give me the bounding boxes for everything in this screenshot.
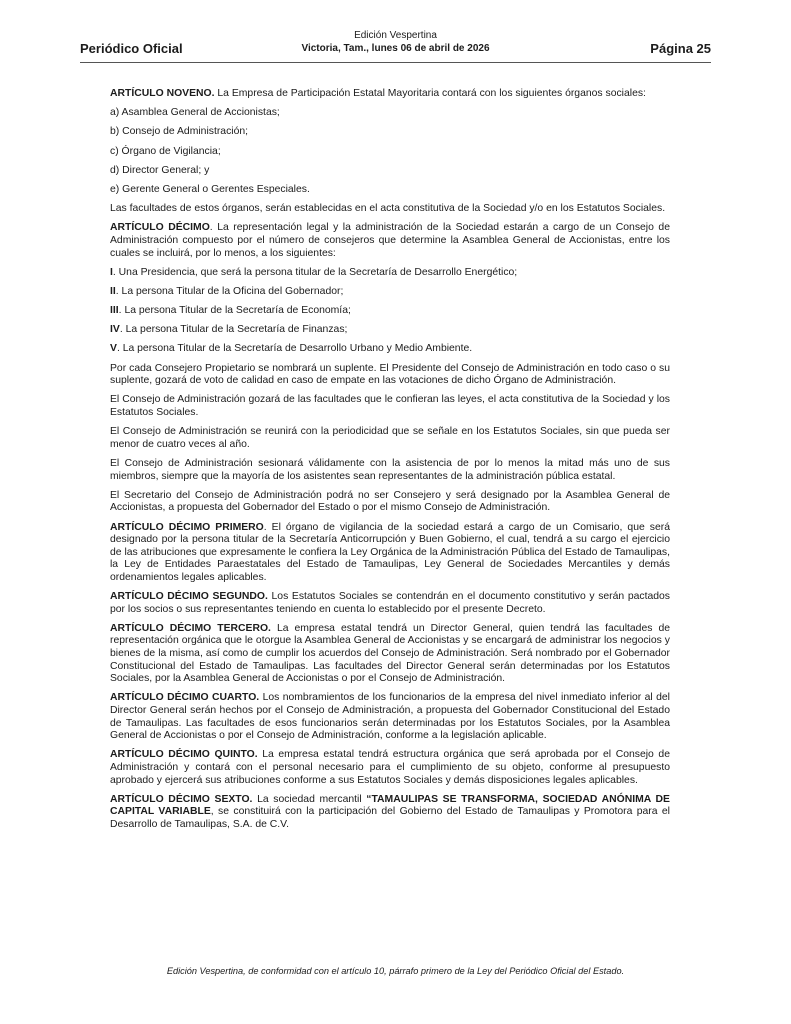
list-item-text: . La persona Titular de la Oficina del Gobernador; [115,285,344,297]
article-text: , se constituirá con la participación del Gobierno del Estado de Tamaulipas y Promotora para el Desarrollo de Tamaulipas, S.A. de C.V. [110,806,670,830]
article-decimo-segundo [110,591,670,616]
list-item-text: . La persona Titular de la Secretaría de Economía; [118,305,351,317]
list-item: c) Órgano de Vigilancia; [110,145,221,157]
paragraph: El Consejo de Administración sesionará válidamente con la asistencia de por lo menos la mitad más uno de sus miembros, siempre que la mayoría de los asistentes sean representantes de la administración pública estatal. [110,457,670,482]
list-item [110,343,670,356]
article-heading: ARTÍCULO DÉCIMO QUINTO. [110,749,258,761]
list-numeral: V [110,343,117,355]
page-header [80,26,711,62]
list-item [110,267,670,280]
article-text: Los nombramientos de los funcionarios de la empresa del nivel inmediato inferior al del Director General serán hechos por el Consejo de Administración, a propuesta del Gobernador Constitucional del Estado de Tamaulipas. Las facultades de esos funcionarios serán determinadas por los Estatutos Sociales, por la Asamblea General de Accionistas o por el Consejo de Administración, conforme a la legislación aplicable. [110,692,670,742]
article-decimo-cuarto [110,692,670,742]
edition-date: Victoria, Tam., lunes 06 de abril de 2026 [301,43,490,54]
list-item-text: . La persona Titular de la Secretaría de Finanzas; [119,324,348,336]
list-item [110,324,670,337]
list-numeral: III [110,305,119,317]
list-numeral: IV [110,324,120,336]
list-item-text: . La persona Titular de la Secretaría de Desarrollo Urbano y Medio Ambiente. [116,343,473,355]
list-item-text: . Una Presidencia, que será la persona titular de la Secretaría de Desarrollo Energético; [112,266,518,278]
header-divider [80,62,711,63]
article-text: . La representación legal y la administración de la Sociedad estarán a cargo de un Consejo de Administración compuesto por el número de consejeros que determine la Asamblea General de Accionistas, entre los cuales se incluirá, por lo menos, a los siguientes: [110,222,670,259]
article-text: La empresa estatal tendrá estructura orgánica que será aprobada por el Consejo de Administración y contará con el personal necesario para el cumplimiento de su objeto, conforme al presupuesto aprobado y ejercerá sus atribuciones conforme a sus Estatutos Sociales y demás disposiciones legales aplicables. [110,749,670,786]
article-decimo-intro [110,222,670,260]
article-decimo-sexto [110,794,670,832]
article-text: La sociedad mercantil [252,793,367,805]
article-text: La Empresa de Participación Estatal Mayoritaria contará con los siguientes órganos sociales: [214,88,646,99]
paragraph: El Consejo de Administración gozará de las facultades que le confieran las leyes, el acta constitutiva de la Sociedad y los Estatutos Sociales. [110,394,670,418]
list-item: a) Asamblea General de Accionistas; [110,107,280,119]
publication-name: Periódico Oficial [80,41,183,56]
article-noveno-intro [110,88,670,101]
article-text: La empresa estatal tendrá un Director General, quien tendrá las facultades de representación orgánica que le otorgue la Asamblea General de Accionistas y se encargará de administrar los negocios y bienes de la misma, así como de cumplir los acuerdos del Consejo de Administración. Será nombrado por el Gobernador Constitucional del Estado de Tamaulipas. Las facultades del Director General serán determinadas por los Estatutos Sociales, por la Asamblea General de Accionistas o por el Consejo de Administración. [110,622,671,685]
paragraph: Por cada Consejero Propietario se nombrará un suplente. El Presidente del Consejo de Administración en todo caso o su suplente, gozará de voto de calidad en caso de empate en las votaciones de dicho Órgano de Administración. [110,362,670,387]
list-item [110,305,670,318]
article-heading: ARTÍCULO NOVENO. [110,88,215,99]
article-heading: ARTÍCULO DÉCIMO PRIMERO [110,521,264,533]
edition-info [80,29,711,55]
list-item: b) Consejo de Administración; [110,126,249,138]
list-numeral: I [110,266,113,278]
article-text: . El órgano de vigilancia de la sociedad estará a cargo de un Comisario, que será designado por la persona titular de la Secretaría Anticorrupción y Buen Gobierno, el cual, tendrá a su cargo el ejercicio de las atribuciones que expresamente le confiera la Ley Orgánica de la Administración Pública del Estado de Tamaulipas, la Ley de Entidades Paraestatales del Estado de Tamaulipas, Ley General de Sociedades Mercantiles y demás ordenamientos legales aplicables. [110,521,670,583]
edition-label: Edición Vespertina [354,30,437,41]
list-item [110,286,670,299]
page-number: Página 25 [650,41,711,56]
article-heading: ARTÍCULO DÉCIMO CUARTO. [110,692,260,704]
article-decimo-quinto [110,749,670,787]
article-decimo-tercero [110,623,670,686]
article-heading: ARTÍCULO DÉCIMO SEGUNDO. [110,591,268,603]
paragraph: El Consejo de Administración se reunirá con la periodicidad que se señale en los Estatutos Sociales, sin que pueda ser menor de cuatro veces al año. [110,426,670,450]
article-heading: ARTÍCULO DÉCIMO [110,222,210,234]
article-decimo-primero [110,522,670,585]
article-text: Los Estatutos Sociales se contendrán en el documento constitutivo y serán pactados por los socios o sus representantes teniendo en cuenta lo establecido por el presente Decreto. [110,591,670,615]
list-item: e) Gerente General o Gerentes Especiales. [110,183,310,195]
list-item: d) Director General; y [110,164,210,176]
page-footer: Edición Vespertina, de conformidad con el artículo 10, párrafo primero de la Ley del Periódico Oficial del Estado. [166,966,625,976]
company-name: “TAMAULIPAS SE TRANSFORMA, SOCIEDAD ANÓNIMA DE CAPITAL VARIABLE [110,793,670,818]
article-heading: ARTÍCULO DÉCIMO SEXTO. [110,793,253,805]
document-body [110,88,670,838]
list-numeral: II [110,285,116,297]
article-noveno-closing: Las facultades de estos órganos, serán establecidas en el acta constitutiva de la Sociedad y/o en los Estatutos Sociales. [110,203,666,215]
article-heading: ARTÍCULO DÉCIMO TERCERO. [110,622,271,634]
paragraph: El Secretario del Consejo de Administración podrá no ser Consejero y será designado por la Asamblea General de Accionistas, a propuesta del Gobernador del Estado o por el mismo Consejo de Administración. [110,489,670,514]
